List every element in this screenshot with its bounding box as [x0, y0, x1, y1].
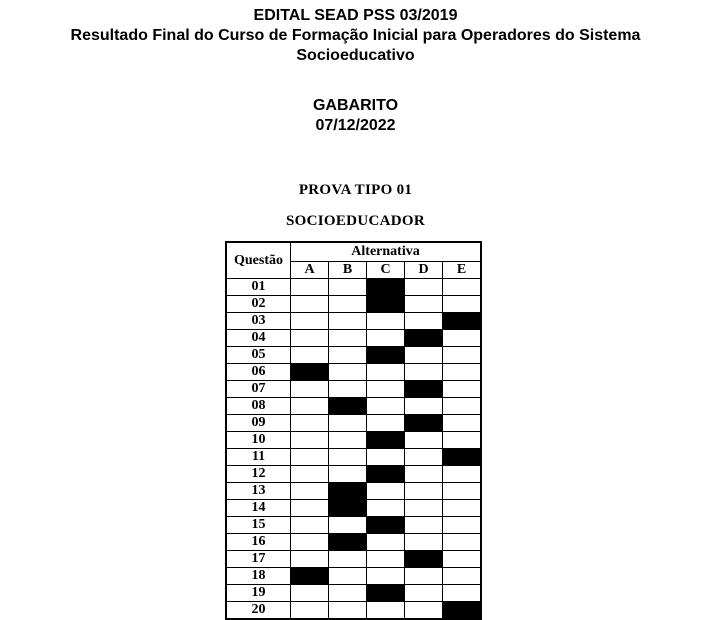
answer-cell-B [329, 381, 367, 398]
table-row [226, 364, 481, 381]
question-number: 05 [226, 347, 291, 364]
answer-cell-C-filled [367, 432, 405, 449]
column-header-E: E [443, 262, 482, 279]
answer-table-header [226, 242, 481, 279]
answer-cell-B [329, 602, 367, 620]
answer-cell-D-filled [405, 330, 443, 347]
answer-cell-B [329, 585, 367, 602]
answer-cell-C [367, 602, 405, 620]
answer-cell-E [443, 398, 482, 415]
answer-table [225, 241, 482, 620]
document-subtitle-line2: Socioeducativo [296, 47, 415, 64]
answer-cell-D [405, 602, 443, 620]
answer-cell-A [291, 381, 329, 398]
answer-cell-B [329, 296, 367, 313]
question-number: 09 [226, 415, 291, 432]
question-number: 08 [226, 398, 291, 415]
answer-cell-E [443, 483, 482, 500]
answer-cell-D [405, 279, 443, 296]
answer-cell-E [443, 585, 482, 602]
table-row [226, 381, 481, 398]
answer-cell-A [291, 330, 329, 347]
column-header-D: D [405, 262, 443, 279]
answer-cell-E [443, 517, 482, 534]
answer-cell-E [443, 568, 482, 585]
table-row [226, 602, 481, 620]
answer-cell-D [405, 398, 443, 415]
answer-table-body [226, 279, 481, 620]
table-row [226, 415, 481, 432]
answer-cell-A [291, 313, 329, 330]
answer-cell-D [405, 483, 443, 500]
table-row [226, 449, 481, 466]
answer-cell-D [405, 534, 443, 551]
answer-cell-A [291, 551, 329, 568]
document-title: EDITAL SEAD PSS 03/2019 [253, 7, 458, 24]
answer-cell-E [443, 279, 482, 296]
answer-cell-C [367, 500, 405, 517]
answer-cell-C [367, 398, 405, 415]
column-header-A: A [291, 262, 329, 279]
answer-cell-C-filled [367, 296, 405, 313]
prova-tipo-heading: PROVA TIPO 01 [298, 182, 413, 198]
column-header-B: B [329, 262, 367, 279]
table-row [226, 534, 481, 551]
question-number: 20 [226, 602, 291, 620]
answer-cell-C [367, 551, 405, 568]
answer-cell-A [291, 466, 329, 483]
answer-cell-C [367, 568, 405, 585]
answer-cell-E [443, 296, 482, 313]
cargo-heading: SOCIOEDUCADOR [286, 213, 425, 229]
header-row-top [226, 242, 481, 262]
answer-cell-C-filled [367, 517, 405, 534]
answer-cell-D [405, 313, 443, 330]
answer-cell-C [367, 364, 405, 381]
answer-cell-E [443, 347, 482, 364]
answer-cell-E [443, 364, 482, 381]
answer-cell-A [291, 398, 329, 415]
answer-cell-A [291, 483, 329, 500]
question-column-header: Questão [226, 242, 291, 279]
answer-cell-D [405, 517, 443, 534]
table-row [226, 517, 481, 534]
question-number: 18 [226, 568, 291, 585]
document-subtitle-line1: Resultado Final do Curso de Formação Inicial para Operadores do Sistema [70, 27, 641, 44]
answer-cell-A [291, 449, 329, 466]
column-header-C: C [367, 262, 405, 279]
answer-cell-D-filled [405, 551, 443, 568]
answer-cell-D [405, 585, 443, 602]
answer-cell-D [405, 296, 443, 313]
gabarito-title: GABARITO [312, 97, 399, 114]
answer-cell-B-filled [329, 398, 367, 415]
answer-cell-C-filled [367, 466, 405, 483]
answer-cell-C-filled [367, 347, 405, 364]
answer-cell-B [329, 313, 367, 330]
table-row [226, 483, 481, 500]
question-number: 13 [226, 483, 291, 500]
answer-cell-A-filled [291, 568, 329, 585]
question-number: 11 [226, 449, 291, 466]
table-row [226, 432, 481, 449]
answer-cell-B [329, 279, 367, 296]
gabarito-block [0, 96, 711, 136]
answer-cell-B [329, 347, 367, 364]
answer-cell-B [329, 568, 367, 585]
answer-cell-E [443, 415, 482, 432]
answer-cell-C [367, 483, 405, 500]
answer-cell-B [329, 364, 367, 381]
answer-cell-D [405, 449, 443, 466]
question-number: 19 [226, 585, 291, 602]
question-number: 17 [226, 551, 291, 568]
answer-cell-A [291, 415, 329, 432]
answer-cell-B [329, 551, 367, 568]
answer-cell-B [329, 432, 367, 449]
answer-cell-B-filled [329, 500, 367, 517]
question-number: 07 [226, 381, 291, 398]
answer-cell-E [443, 432, 482, 449]
answer-cell-A [291, 296, 329, 313]
table-row [226, 585, 481, 602]
answer-cell-D [405, 568, 443, 585]
answer-cell-C-filled [367, 279, 405, 296]
answer-cell-E-filled [443, 313, 482, 330]
question-number: 02 [226, 296, 291, 313]
answer-cell-C [367, 415, 405, 432]
answer-cell-C [367, 449, 405, 466]
question-number: 12 [226, 466, 291, 483]
answer-cell-A [291, 347, 329, 364]
answer-cell-A [291, 602, 329, 620]
question-number: 14 [226, 500, 291, 517]
answer-cell-C [367, 313, 405, 330]
answer-cell-A [291, 500, 329, 517]
answer-cell-E [443, 330, 482, 347]
table-row [226, 466, 481, 483]
answer-cell-A [291, 534, 329, 551]
answer-cell-B [329, 449, 367, 466]
question-number: 15 [226, 517, 291, 534]
table-row [226, 296, 481, 313]
answer-cell-E [443, 466, 482, 483]
answer-cell-D-filled [405, 415, 443, 432]
answer-cell-E [443, 500, 482, 517]
table-row [226, 313, 481, 330]
answer-cell-A [291, 279, 329, 296]
answer-cell-C [367, 330, 405, 347]
answer-cell-D [405, 347, 443, 364]
answer-cell-B [329, 415, 367, 432]
answer-cell-D [405, 432, 443, 449]
answer-cell-E [443, 534, 482, 551]
answer-cell-B [329, 466, 367, 483]
question-number: 01 [226, 279, 291, 296]
table-row [226, 279, 481, 296]
table-row [226, 330, 481, 347]
document-header [0, 0, 711, 66]
table-row [226, 347, 481, 364]
answer-cell-A [291, 432, 329, 449]
answer-cell-E-filled [443, 602, 482, 620]
gabarito-date: 07/12/2022 [315, 117, 396, 134]
answer-cell-C [367, 381, 405, 398]
table-row [226, 551, 481, 568]
answer-cell-D-filled [405, 381, 443, 398]
question-number: 16 [226, 534, 291, 551]
answer-cell-A [291, 517, 329, 534]
answer-cell-A-filled [291, 364, 329, 381]
alternative-header: Alternativa [291, 242, 482, 262]
answer-cell-B-filled [329, 483, 367, 500]
answer-cell-C [367, 534, 405, 551]
answer-cell-C-filled [367, 585, 405, 602]
answer-cell-E [443, 381, 482, 398]
answer-cell-B-filled [329, 534, 367, 551]
question-number: 03 [226, 313, 291, 330]
table-row [226, 568, 481, 585]
answer-cell-E-filled [443, 449, 482, 466]
answer-cell-D [405, 364, 443, 381]
question-number: 10 [226, 432, 291, 449]
question-number: 06 [226, 364, 291, 381]
answer-cell-D [405, 466, 443, 483]
answer-cell-A [291, 585, 329, 602]
answer-cell-E [443, 551, 482, 568]
answer-cell-B [329, 330, 367, 347]
question-number: 04 [226, 330, 291, 347]
answer-cell-B [329, 517, 367, 534]
answer-cell-D [405, 500, 443, 517]
table-row [226, 398, 481, 415]
table-row [226, 500, 481, 517]
